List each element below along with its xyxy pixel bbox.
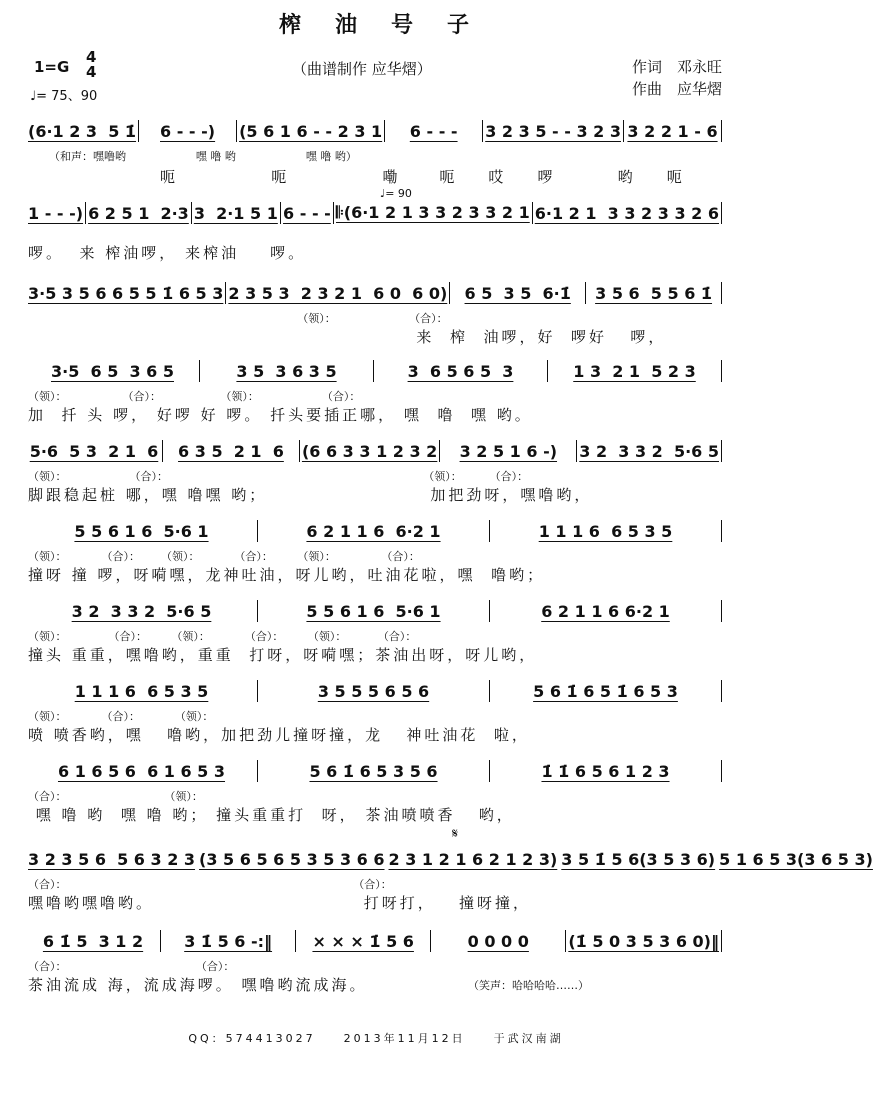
notation-line (28, 680, 724, 702)
measure: 5 5 6 1 6 5·6 1 (74, 521, 209, 541)
barline (162, 440, 163, 462)
measure: 6·1 2 1 3 3 2 3 3 2 6 (534, 203, 719, 223)
barline (199, 360, 200, 382)
measure: 1 3 2 1 5 2 3 (573, 361, 696, 381)
measure: 6 2 5 1 2·3 (88, 203, 189, 223)
song-title: 榨油号子 (278, 13, 503, 38)
staff-system (28, 520, 724, 585)
barline (585, 282, 586, 304)
staff-system (28, 360, 724, 425)
lyrics-line: 嘿 噜 哟 嘿 噜 哟； 撞头重重打 呀， 茶油喷喷香 哟， (28, 806, 515, 824)
measure: 1 - - -) (28, 203, 84, 223)
lyrics-line: 脚跟稳起桩 哪，嘿 噜嘿 哟； 加把劲呀，嘿噜哟， (28, 486, 593, 504)
score-maker-credit: （曲谱制作 应华熠） (292, 60, 432, 78)
role-labels: （合）： （领）： (28, 790, 203, 803)
measure: (1̇ 5 0 3 5 3 6 0)‖ (568, 931, 719, 951)
measure: 6 2 1 1 6 6·2 1 (541, 601, 670, 621)
measure: 1̇ 1̇ 6 5 6 1 2 3 (541, 761, 670, 781)
measure: 1 1 1 6 6 5 3 5 (74, 681, 209, 701)
notation-line (28, 120, 724, 142)
notation-line (28, 848, 873, 870)
role-labels: （领）： （合）： （领）： （合）： (28, 390, 361, 403)
barline (257, 600, 258, 622)
staff-system (28, 680, 724, 745)
barline (138, 120, 139, 142)
measure: 3 2 3 5 - - 3 2 3 (485, 121, 621, 141)
barline (489, 680, 490, 702)
measure: 3 5 3 6 3 5 (236, 361, 337, 381)
staff-system (28, 120, 724, 187)
measure: 3 1̇ 5 6 -:‖ (184, 931, 273, 951)
measure: 2 3 1 2 1 6 2 1 2 3) (388, 849, 558, 869)
notation-line (28, 520, 724, 542)
measure: 6 - - - (409, 121, 458, 141)
barline (623, 120, 624, 142)
measure: 6 3 5 2 1 6 (178, 441, 284, 461)
measure: (3 5 6 5 6 5 3 5 3 6 6 (199, 849, 385, 869)
role-labels: （领）： （合）： （领）： （合）： （领）： （合）： (28, 630, 417, 643)
measure: 6 - - - (283, 203, 331, 223)
measure: 3 6 5 6 5 3 (407, 361, 514, 381)
staff-system (28, 202, 724, 263)
barline (721, 680, 722, 702)
barline (191, 202, 192, 224)
barline (721, 202, 722, 224)
barline (280, 202, 281, 224)
measure: 6 1 6 5 6 6 1 6 5 3 (57, 761, 226, 781)
role-labels: （领）： （合）： (28, 312, 448, 325)
barline (489, 520, 490, 542)
meter-bottom: 4 (86, 63, 97, 81)
lyrics-line: 撞呀 撞 啰，呀嗬嘿，龙神吐油，呀儿哟，吐油花啦，嘿 噜哟； (28, 566, 546, 584)
barline (576, 440, 577, 462)
measure: 1 1 1 6 6 5 3 5 (538, 521, 673, 541)
lyrics-line: 来 榨 油啰，好 啰好 啰， (28, 328, 667, 346)
measure: 5 6 1̇ 6 5 1̇ 6 5 3 (533, 681, 678, 701)
measure: 6 5 3 5 6·1̇ (464, 283, 571, 303)
notation-line (28, 282, 724, 304)
measure: 3 2 3 3 2 5·6 5 (71, 601, 212, 621)
barline (449, 282, 450, 304)
measure: (5 6 1 6 - - 2 3 1 (239, 121, 383, 141)
composer-credit: 作曲 应华熠 (631, 80, 722, 98)
lyrics-line: 喷 喷香哟，嘿 噜哟，加把劲儿撞呀撞，龙 神吐油花 啦， (28, 726, 530, 744)
measure: 3 2·1 5 1 (193, 203, 278, 223)
notation-line (28, 930, 724, 952)
barline (384, 120, 385, 142)
notation-line (28, 360, 724, 382)
lyrics-line: 啰。 来 榨油啰， 来榨油 啰。 (28, 244, 307, 262)
measure: 3·5 6 5 3 6 5 (51, 361, 174, 381)
barline (373, 360, 374, 382)
barline (565, 930, 566, 952)
barline (489, 600, 490, 622)
barline (257, 680, 258, 702)
barline (721, 930, 722, 952)
tempo-change: ♩= 90 (380, 187, 412, 200)
lyrics-line: 呃 呃 嘞 呃 哎 啰 哟 呃 (28, 168, 685, 186)
role-labels: （领）： （合）： （领）： （合）： （领）： （合）： (28, 550, 420, 563)
measure: 3 2 3 5 6 5 6 3 2 3 (28, 849, 196, 869)
barline (333, 202, 334, 224)
role-labels: （合）： （合）： (28, 960, 235, 973)
measure: 3 5 1̇ 5 6(3 5 3 6) (561, 849, 716, 869)
measure: 0 0 0 0 (467, 931, 529, 951)
harmony-vocals: （和声：嘿噜哟 嘿 噜 哟 嘿 噜 哟） (28, 150, 357, 163)
barline (547, 360, 548, 382)
lyricist-credit: 作词 邓永旺 (631, 58, 722, 76)
measure: 3 2 2 1 - 6 (627, 121, 718, 141)
time-signature (86, 50, 96, 80)
barline (236, 120, 237, 142)
barline (299, 440, 300, 462)
barline (721, 520, 722, 542)
measure: 5·6 5 3 2 1 6 (29, 441, 159, 461)
staff-system (28, 600, 724, 665)
barline (257, 760, 258, 782)
staff-system (28, 282, 724, 347)
measure: 6 - - -) (160, 121, 216, 141)
lyrics-line: 嘿噜哟嘿噜哟。 打呀打， 撞呀撞， (28, 894, 532, 912)
measure: 𝄆(6·1 2 1 3 3 2 3 3 2 1 (335, 203, 530, 222)
notation-line (28, 202, 724, 224)
measure: 3·5 3 5 6 6 5 5 1̇ 6 5 3 (28, 283, 224, 303)
barline (257, 520, 258, 542)
staff-system (28, 760, 724, 825)
laugh-note: （笑声：哈哈哈哈……） (468, 979, 589, 992)
lyrics-line: 加 扦 头 啰， 好啰 好 啰。 扦头要插正哪， 嘿 噜 嘿 哟。 (28, 406, 533, 424)
notation-line (28, 440, 724, 462)
measure: 3 5 6 5 5 6 1̇ (595, 283, 713, 303)
barline (721, 282, 722, 304)
barline (532, 202, 533, 224)
barline (430, 930, 431, 952)
role-labels: （领）： （合）： （领）： (28, 710, 214, 723)
meter-top: 4 (86, 48, 97, 66)
notation-line (28, 760, 724, 782)
measure: 5 5 6 1 6 5·6 1 (306, 601, 441, 621)
measure: × × × 1̇ 5 6 (312, 931, 414, 951)
tempo-marking: ♩= 75、90 (30, 89, 98, 104)
barline (482, 120, 483, 142)
lyrics-line: 茶油流成 海，流成海啰。 嘿噜哟流成海。 (28, 976, 368, 994)
barline (439, 440, 440, 462)
measure: 6 1̇ 5 3 1 2 (42, 931, 144, 951)
barline (489, 760, 490, 782)
barline (721, 600, 722, 622)
measure: 2 3 5 3 2 3 2 1 6 0 6 0) (228, 283, 448, 303)
measure: 3 5 5 5 6 5 6 (317, 681, 430, 701)
barline (721, 120, 722, 142)
barline (721, 440, 722, 462)
staff-system (28, 930, 724, 995)
notation-line (28, 600, 724, 622)
measure: (6·1 2 3 5 1̇ (28, 121, 137, 141)
segno-icon: 𝄋 (452, 826, 459, 842)
footer-note: QQ：574413027 2013年11月12日 于武汉南湖 (188, 1032, 564, 1045)
credits (632, 56, 722, 100)
staff-system (28, 440, 724, 505)
barline (295, 930, 296, 952)
role-labels: （领）： （合）： （领）： （合）： (28, 470, 529, 483)
barline (721, 360, 722, 382)
role-labels: （合）： （合）： (28, 878, 392, 891)
measure: 5 1 6 5 3(3 6 5 3) (719, 849, 873, 869)
measure: 5 6 1̇ 6 5 3 5 6 (309, 761, 438, 781)
barline (85, 202, 86, 224)
measure: 3 2 3 3 2 5·6 5 (579, 441, 719, 461)
barline (160, 930, 161, 952)
staff-system (28, 848, 873, 913)
key-signature: 1=G (34, 58, 70, 76)
measure: 3 2 5 1 6 -) (459, 441, 558, 461)
measure: 6 2 1 1 6 6·2 1 (306, 521, 441, 541)
barline (721, 760, 722, 782)
lyrics-line: 撞头 重重，嘿噜哟，重重 打呀，呀嗬嘿；茶油出呀，呀儿哟， (28, 646, 538, 664)
measure: (6 6 3 3 1 2 3 2 (301, 441, 438, 461)
barline (225, 282, 226, 304)
